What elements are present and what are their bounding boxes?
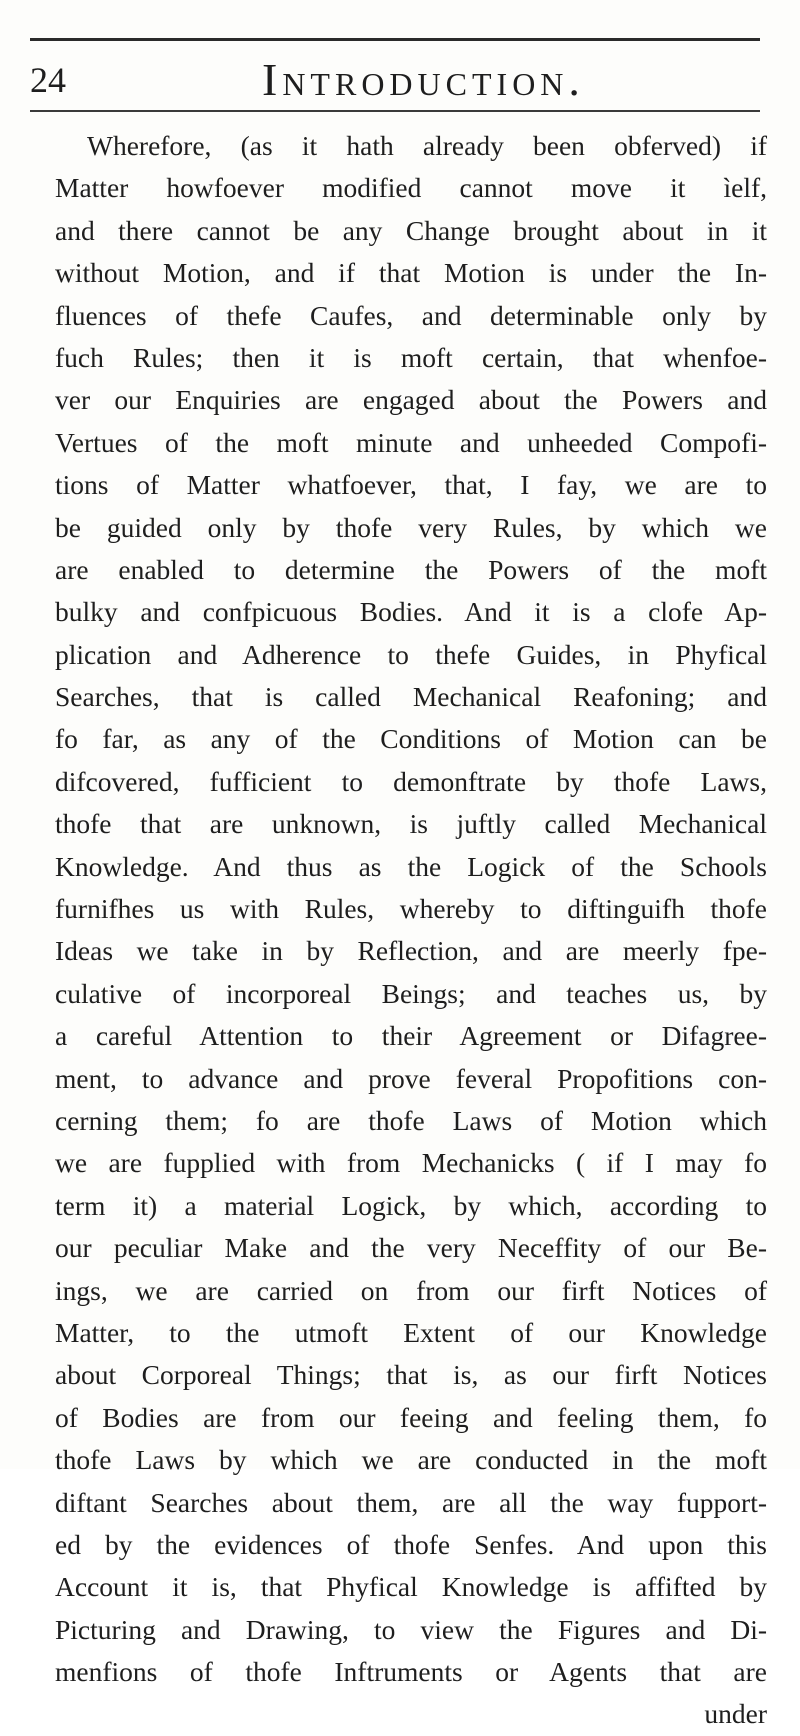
text-line: be guided only by thofe very Rules, by which we	[55, 511, 767, 543]
text-line: Vertues of the moft minute and unheeded Compofi-	[55, 426, 767, 458]
text-line: a careful Attention to their Agreement or Difagree-	[55, 1020, 767, 1052]
text-line: fuch Rules; then it is moft certain, that whenfoe-	[55, 341, 767, 373]
text-line: without Motion, and if that Motion is under the In-	[55, 257, 767, 289]
text-line: cerning them; fo are thofe Laws of Motion which	[55, 1104, 767, 1136]
text-line: Knowledge. And thus as the Logick of the Schools	[55, 850, 767, 882]
text-line: furnifhes us with Rules, whereby to diftinguifh thofe	[55, 893, 767, 925]
text-line: about Corporeal Things; that is, as our firft Notices	[55, 1359, 767, 1391]
header-bottom-rule	[30, 110, 760, 112]
text-line: thofe that are unknown, is juftly called Mechanical	[55, 808, 767, 840]
body-text	[55, 125, 767, 1736]
text-line: ver our Enquiries are engaged about the Powers and	[55, 384, 767, 416]
text-line: we are fupplied with from Mechanicks ( if I may fo	[55, 1147, 767, 1179]
text-line: Account it is, that Phyfical Knowledge is affifted by	[55, 1571, 767, 1603]
text-line: our peculiar Make and the very Neceffity of our Be-	[55, 1232, 767, 1264]
text-line: bulky and confpicuous Bodies. And it is a clofe Ap-	[55, 596, 767, 628]
text-line: of Bodies are from our feeing and feeling them, fo	[55, 1401, 767, 1433]
text-line: and there cannot be any Change brought about in it	[55, 214, 767, 246]
text-line: fo far, as any of the Conditions of Motion can be	[55, 723, 767, 755]
text-line: Ideas we take in by Reflection, and are meerly fpe-	[55, 935, 767, 967]
running-head	[30, 54, 770, 104]
header-top-rule	[30, 38, 760, 41]
text-line: Matter, to the utmoft Extent of our Knowledge	[55, 1316, 767, 1348]
catchword: under	[704, 1698, 767, 1730]
text-line: thofe Laws by which we are conducted in the moft	[55, 1444, 767, 1476]
text-line: Matter howfoever modified cannot move it ìelf,	[55, 172, 767, 204]
text-line: ed by the evidences of thofe Senfes. And upon this	[55, 1528, 767, 1560]
text-line: culative of incorporeal Beings; and teaches us, by	[55, 977, 767, 1009]
page-number: 24	[30, 60, 66, 100]
text-line: plication and Adherence to thefe Guides, in Phyfical	[55, 638, 767, 670]
text-line: tions of Matter whatfoever, that, I fay, we are to	[55, 469, 767, 501]
text-line: fluences of thefe Caufes, and determinable only by	[55, 299, 767, 331]
text-line: Picturing and Drawing, to view the Figures and Di-	[55, 1613, 767, 1645]
text-line: term it) a material Logick, by which, according to	[55, 1189, 767, 1221]
text-line: menfions of thofe Inftruments or Agents that are	[55, 1656, 767, 1688]
text-line: difcovered, fufficient to demonftrate by thofe Laws,	[55, 765, 767, 797]
running-head-title: Introduction.	[262, 54, 585, 105]
text-line: Searches, that is called Mechanical Reafoning; and	[55, 681, 767, 713]
text-line: ment, to advance and prove feveral Propofitions con-	[55, 1062, 767, 1094]
text-line: ings, we are carried on from our firft Notices of	[55, 1274, 767, 1306]
text-line: diftant Searches about them, are all the way fupport-	[55, 1486, 767, 1518]
text-line: Wherefore, (as it hath already been obferved) if	[87, 130, 767, 161]
text-line: are enabled to determine the Powers of the moft	[55, 553, 767, 585]
